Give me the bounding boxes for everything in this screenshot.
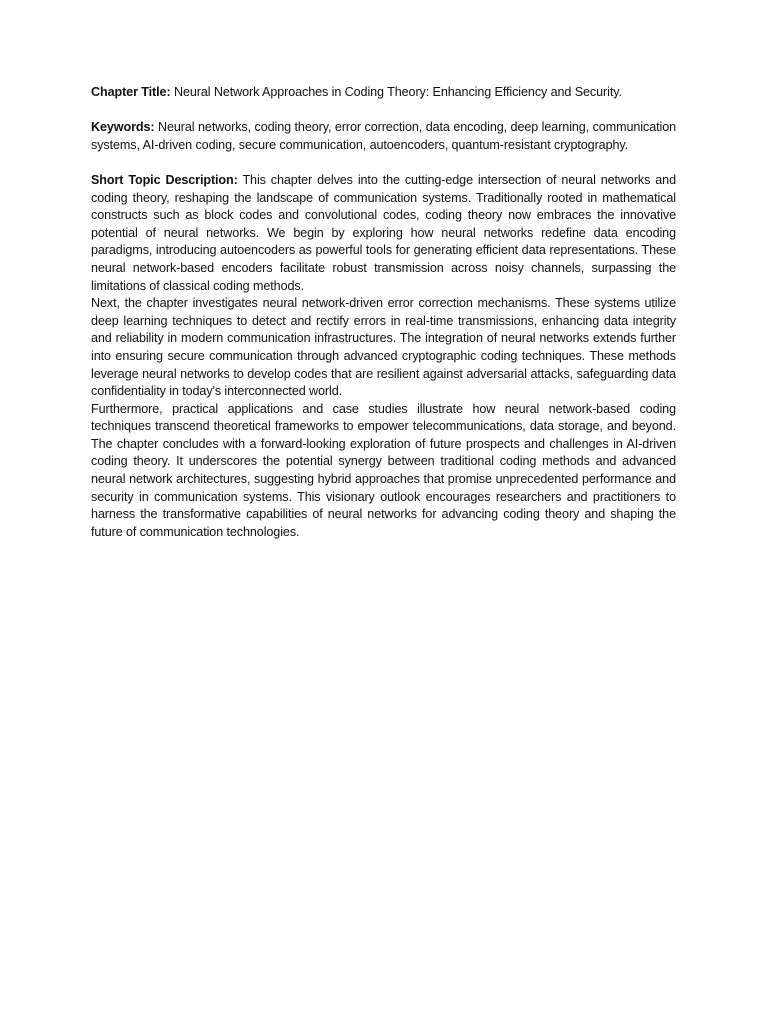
description-paragraph-1 [91,172,676,295]
description-paragraph-2: Next, the chapter investigates neural network-driven error correction mechanisms. These systems utilize deep learning techniques to detect and rectify errors in real-time transmissions, enhancing data integrity and reliability in modern communication infrastructures. The integration of neural networks extends further into ensuring secure communication through advanced cryptographic coding techniques. These methods leverage neural networks to develop codes that are resilient against adversarial attacks, safeguarding data confidentiality in today's interconnected world. [91,296,676,399]
keywords-line [91,119,676,154]
description-paragraph-1-text: This chapter delves into the cutting-edge intersection of neural networks and coding theory, reshaping the landscape of communication systems. Traditionally rooted in mathematical constructs such as block codes and convolutional codes, coding theory now embraces the innovative potential of neural networks. We begin by exploring how neural networks redefine data encoding paradigms, introducing autoencoders as powerful tools for generating efficient data representations. These neural network-based encoders facilitate robust transmission across noisy channels, surpassing the limitations of classical coding methods. [91,172,676,293]
description-paragraph-3: Furthermore, practical applications and case studies illustrate how neural network-based coding techniques transcend theoretical frameworks to empower telecommunications, data storage, and beyond. The chapter concludes with a forward-looking exploration of future prospects and challenges in AI-driven coding theory. It underscores the potential synergy between traditional coding methods and advanced neural network architectures, suggesting hybrid approaches that promise unprecedented performance and security in communication systems. This visionary outlook encourages researchers and practitioners to harness the transformative capabilities of neural networks for advancing coding theory and shaping the future of communication technologies. [91,401,676,539]
chapter-title-label: Chapter Title: [91,85,171,99]
keywords-label: Keywords: [91,120,155,135]
description-label: Short Topic Description: [91,172,238,187]
chapter-title-line [91,84,676,102]
topic-description [91,172,676,541]
keywords-text: Neural networks, coding theory, error correction, data encoding, deep learning, communication systems, AI-driven coding, secure communication, autoencoders, quantum-resistant cryptography. [91,120,676,152]
document-page [91,84,676,541]
chapter-title-text: Neural Network Approaches in Coding Theory: Enhancing Efficiency and Security. [173,85,622,99]
